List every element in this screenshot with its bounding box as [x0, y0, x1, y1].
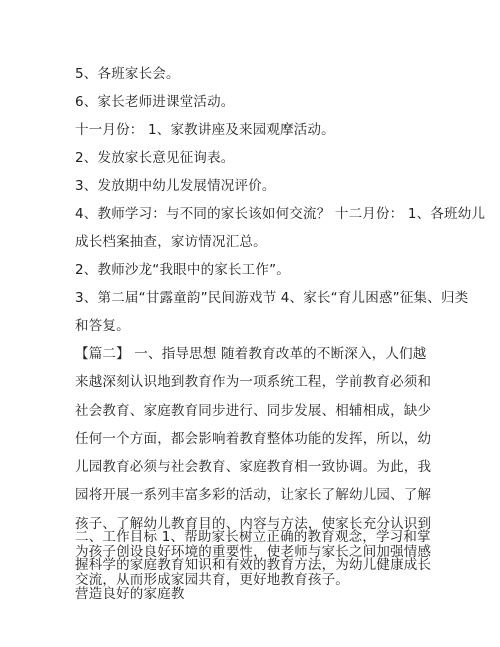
text-line: 3、第二届“甘露童韵”民间游戏节 4、家长“育儿困惑”征集、归类 — [75, 290, 469, 306]
text-line: 2、教师沙龙“我眼中的家长工作”。 — [75, 262, 290, 278]
text-line: 十一月份： 1、家教讲座及来园观摩活动。 — [75, 122, 335, 138]
text-line: 5、各班家长会。 — [75, 66, 180, 82]
text-line: 3、发放期中幼儿发展情况评价。 — [75, 178, 276, 194]
text-line: 4、教师学习：与不同的家长该如何交流？ 十二月份： 1、各班幼儿 — [75, 206, 486, 222]
section-two-paragraph: 【篇二】 一、指导思想 随着教育改革的不断深入，人们越来越深刻认识地到教育作为一项系统工程，学前教育必须和社会教育、家庭教育同步进行、同步发展、相辅相成，缺少任何一个方面，都会影响着教育整体功能的发挥，所以，幼儿园教育必须与社会教育、家庭教育相一致协调。为此，我园将开展一系列丰富多彩的活动，让家长了解幼儿园、了解孩子、了解幼儿教育目的、内容与方法，使家长充分认识到为孩子创设良好环境的重要性，使老师与家长之间加强情感交流，从而形成家园共育，更好地教育孩子。 — [75, 346, 432, 589]
text-line: 成长档案抽查，家访情况汇总。 — [75, 234, 267, 250]
text-line: 2、发放家长意见征询表。 — [75, 150, 235, 166]
text-line: 和答复。 — [75, 318, 130, 334]
section-three-paragraph: 二、工作目标 1、帮助家长树立正确的教育观念，学习和掌握科学的家庭教育知识和有效的教育方法，为幼儿健康成长营造良好的家庭教 — [75, 529, 432, 602]
text-line: 6、家长老师进课堂活动。 — [75, 94, 235, 110]
